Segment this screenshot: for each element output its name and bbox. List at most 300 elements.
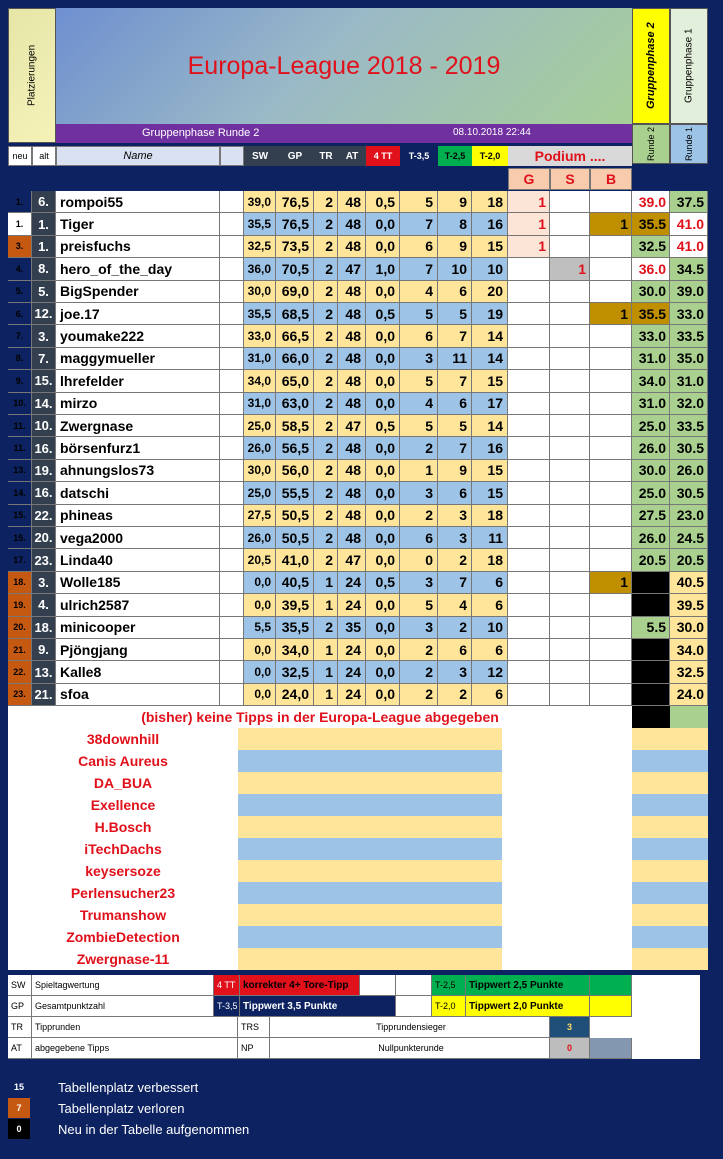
podium-s <box>550 460 590 482</box>
cell-gp: 69,0 <box>276 281 314 303</box>
podium-s <box>550 303 590 325</box>
cell-tt4: 0,0 <box>366 505 400 527</box>
cell-tr: 2 <box>314 549 338 571</box>
row-spacer <box>220 639 244 661</box>
cell-t35: 5 <box>400 415 438 437</box>
col-t20: T-2,0 <box>472 146 508 166</box>
podium-g <box>508 437 550 459</box>
cell-t20: 15 <box>472 236 508 258</box>
round1-score: 37.5 <box>670 191 708 213</box>
no-tips-player: Trumanshow <box>8 904 238 926</box>
rank-old: 21. <box>32 684 56 706</box>
cell-tr: 2 <box>314 258 338 280</box>
cell-t20: 16 <box>472 437 508 459</box>
podium-s <box>550 684 590 706</box>
cell-t20: 6 <box>472 684 508 706</box>
legend-tr-desc: Tipprunden <box>32 1017 238 1038</box>
cell-at: 47 <box>338 415 366 437</box>
col-at: AT <box>338 146 366 166</box>
legend-at: AT <box>8 1038 32 1059</box>
podium-s <box>550 437 590 459</box>
no-tips-player: DA_BUA <box>8 772 238 794</box>
spacer-left <box>8 168 508 190</box>
cell-t35: 4 <box>400 393 438 415</box>
cell-t25: 7 <box>438 370 472 392</box>
rank-old: 1. <box>32 236 56 258</box>
no-tips-blank <box>502 904 632 926</box>
no-tips-r2 <box>632 882 670 904</box>
col-podium: Podium .... <box>508 146 632 166</box>
cell-sw: 0,0 <box>244 639 276 661</box>
table-row <box>8 527 708 549</box>
table-row <box>8 325 708 347</box>
cell-tt4: 0,0 <box>366 236 400 258</box>
cell-tt4: 0,5 <box>366 303 400 325</box>
rank-new: 13. <box>8 460 32 482</box>
cell-t25: 7 <box>438 437 472 459</box>
round1-score: 41.0 <box>670 236 708 258</box>
player-name: Kalle8 <box>56 661 220 683</box>
cell-at: 24 <box>338 639 366 661</box>
round1-score: 32.0 <box>670 393 708 415</box>
cell-t35: 3 <box>400 617 438 639</box>
round1-score: 26.0 <box>670 460 708 482</box>
cell-t25: 2 <box>438 684 472 706</box>
player-name: preisfuchs <box>56 236 220 258</box>
round2-score: 30.0 <box>632 281 670 303</box>
table-row <box>8 370 708 392</box>
footer-lost-swatch: 7 <box>8 1098 30 1118</box>
cell-t20: 17 <box>472 393 508 415</box>
round1-score: 34.0 <box>670 639 708 661</box>
player-name: Pjöngjang <box>56 639 220 661</box>
cell-at: 48 <box>338 437 366 459</box>
row-spacer <box>220 684 244 706</box>
cell-tr: 2 <box>314 617 338 639</box>
cell-t20: 18 <box>472 549 508 571</box>
podium-g <box>508 572 550 594</box>
round2-score: 35.5 <box>632 303 670 325</box>
podium-b <box>590 258 632 280</box>
rank-new: 14. <box>8 482 32 504</box>
podium-g <box>508 505 550 527</box>
podium-b <box>590 684 632 706</box>
cell-at: 24 <box>338 594 366 616</box>
player-name: ahnungslos73 <box>56 460 220 482</box>
cell-t35: 5 <box>400 594 438 616</box>
podium-s <box>550 370 590 392</box>
cell-tr: 2 <box>314 527 338 549</box>
cell-tr: 2 <box>314 348 338 370</box>
player-name: rompoi55 <box>56 191 220 213</box>
cell-tt4: 0,0 <box>366 281 400 303</box>
podium-b <box>590 191 632 213</box>
rank-old: 12. <box>32 303 56 325</box>
podium-s <box>550 482 590 504</box>
podium-g <box>508 661 550 683</box>
cell-sw: 39,0 <box>244 191 276 213</box>
cell-tr: 2 <box>314 393 338 415</box>
cell-tr: 1 <box>314 684 338 706</box>
no-tips-r1 <box>670 948 708 970</box>
no-tips-blank <box>502 860 632 882</box>
cell-gp: 56,5 <box>276 437 314 459</box>
no-tips-stripe <box>238 728 502 750</box>
no-tips-list <box>8 728 700 968</box>
cell-t35: 1 <box>400 460 438 482</box>
cell-sw: 35,5 <box>244 213 276 235</box>
podium-g <box>508 527 550 549</box>
legend-t20-desc: Tippwert 2,0 Punkte <box>466 996 590 1017</box>
cell-t25: 2 <box>438 549 472 571</box>
rank-old: 23. <box>32 549 56 571</box>
cell-tt4: 0,0 <box>366 393 400 415</box>
round2-score: 36.0 <box>632 258 670 280</box>
round2-score <box>632 684 670 706</box>
round1-score: 39.0 <box>670 281 708 303</box>
cell-sw: 20,5 <box>244 549 276 571</box>
round1-score: 24.0 <box>670 684 708 706</box>
podium-b <box>590 527 632 549</box>
legend-at-desc: abgegebene Tipps <box>32 1038 238 1059</box>
player-name: datschi <box>56 482 220 504</box>
cell-tt4: 0,0 <box>366 460 400 482</box>
cell-t25: 10 <box>438 258 472 280</box>
cell-t20: 18 <box>472 191 508 213</box>
legend-4tt: 4 TT <box>214 975 240 996</box>
round2-score: 25.0 <box>632 482 670 504</box>
podium-b <box>590 617 632 639</box>
no-tips-blank <box>502 926 632 948</box>
table-row <box>8 415 708 437</box>
legend <box>8 975 700 1059</box>
podium-b <box>590 236 632 258</box>
player-name: ulrich2587 <box>56 594 220 616</box>
phase-current-label: Gruppenphase 2 <box>632 8 670 124</box>
table-row <box>8 482 708 504</box>
row-spacer <box>220 617 244 639</box>
no-tips-player: Zwergnase-11 <box>8 948 238 970</box>
rank-old: 1. <box>32 213 56 235</box>
podium-s <box>550 505 590 527</box>
cell-at: 48 <box>338 281 366 303</box>
rank-old: 7. <box>32 348 56 370</box>
no-tips-r1 <box>670 728 708 750</box>
cell-t25: 6 <box>438 393 472 415</box>
no-tips-stripe <box>238 794 502 816</box>
podium-g <box>508 325 550 347</box>
cell-at: 24 <box>338 572 366 594</box>
podium-b <box>590 370 632 392</box>
footer-new-text: Neu in der Tabelle aufgenommen <box>58 1122 250 1137</box>
round2-score: 39.0 <box>632 191 670 213</box>
podium-b <box>590 415 632 437</box>
table-row <box>8 191 708 213</box>
cell-t25: 3 <box>438 527 472 549</box>
cell-gp: 40,5 <box>276 572 314 594</box>
podium-s <box>550 213 590 235</box>
cell-gp: 70,5 <box>276 258 314 280</box>
podium-g <box>508 549 550 571</box>
player-name: lhrefelder <box>56 370 220 392</box>
player-name: youmake222 <box>56 325 220 347</box>
cell-sw: 26,0 <box>244 527 276 549</box>
cell-t25: 5 <box>438 303 472 325</box>
cell-t25: 3 <box>438 661 472 683</box>
cell-gp: 35,5 <box>276 617 314 639</box>
row-spacer <box>220 393 244 415</box>
podium-s <box>550 191 590 213</box>
cell-t20: 14 <box>472 348 508 370</box>
player-name: börsenfurz1 <box>56 437 220 459</box>
no-tips-player: keysersoze <box>8 860 238 882</box>
rank-old: 18. <box>32 617 56 639</box>
rank-new: 19. <box>8 594 32 616</box>
cell-sw: 26,0 <box>244 437 276 459</box>
cell-t20: 14 <box>472 325 508 347</box>
podium-s <box>550 393 590 415</box>
legend-blank3 <box>396 996 432 1017</box>
row-spacer <box>220 527 244 549</box>
cell-gp: 32,5 <box>276 661 314 683</box>
cell-t25: 9 <box>438 460 472 482</box>
cell-t35: 6 <box>400 236 438 258</box>
rank-old: 22. <box>32 505 56 527</box>
cell-t25: 4 <box>438 594 472 616</box>
cell-tr: 2 <box>314 191 338 213</box>
cell-sw: 31,0 <box>244 348 276 370</box>
no-tips-r1 <box>670 772 708 794</box>
cell-at: 48 <box>338 303 366 325</box>
round1-score: 34.5 <box>670 258 708 280</box>
cell-t35: 3 <box>400 572 438 594</box>
cell-sw: 25,0 <box>244 415 276 437</box>
subtitle-bar <box>56 124 632 143</box>
cell-gp: 76,5 <box>276 213 314 235</box>
cell-tr: 2 <box>314 281 338 303</box>
rank-new: 3. <box>8 236 32 258</box>
cell-gp: 66,5 <box>276 325 314 347</box>
rank-new: 6. <box>8 303 32 325</box>
rank-old: 13. <box>32 661 56 683</box>
no-tips-r2 <box>632 816 670 838</box>
row-spacer <box>220 460 244 482</box>
cell-t25: 9 <box>438 191 472 213</box>
cell-t25: 2 <box>438 617 472 639</box>
round2-score: 32.5 <box>632 236 670 258</box>
cell-gp: 55,5 <box>276 482 314 504</box>
cell-tt4: 0,0 <box>366 482 400 504</box>
no-tips-black <box>632 706 670 728</box>
legend-4tt-desc: korrekter 4+ Tore-Tipp <box>240 975 360 996</box>
rank-new: 17. <box>8 549 32 571</box>
cell-sw: 32,5 <box>244 236 276 258</box>
round2-score: 30.0 <box>632 460 670 482</box>
cell-t20: 12 <box>472 661 508 683</box>
legend-trs-desc: Tipprundensieger <box>270 1017 550 1038</box>
round2-score: 26.0 <box>632 437 670 459</box>
cell-t20: 15 <box>472 482 508 504</box>
table-row <box>8 572 708 594</box>
row-spacer <box>220 594 244 616</box>
cell-sw: 0,0 <box>244 594 276 616</box>
cell-at: 24 <box>338 661 366 683</box>
cell-t35: 5 <box>400 191 438 213</box>
podium-b: 1 <box>590 213 632 235</box>
rank-old: 8. <box>32 258 56 280</box>
podium-s <box>550 639 590 661</box>
footer-lost-text: Tabellenplatz verloren <box>58 1101 185 1116</box>
podium-g <box>508 684 550 706</box>
cell-t25: 3 <box>438 505 472 527</box>
col-4tt: 4 TT <box>366 146 400 166</box>
podium-s <box>550 348 590 370</box>
rank-new: 20. <box>8 617 32 639</box>
no-tips-r2 <box>632 794 670 816</box>
table-row <box>8 684 708 706</box>
round1-score: 31.0 <box>670 370 708 392</box>
podium-s <box>550 661 590 683</box>
round1-score: 41.0 <box>670 213 708 235</box>
no-tips-blank <box>502 772 632 794</box>
legend-sw: SW <box>8 975 32 996</box>
no-tips-stripe <box>238 882 502 904</box>
cell-t20: 18 <box>472 505 508 527</box>
round2-label: Runde 2 <box>632 124 670 164</box>
cell-tr: 2 <box>314 505 338 527</box>
row-spacer <box>220 437 244 459</box>
cell-t25: 7 <box>438 572 472 594</box>
row-spacer <box>220 348 244 370</box>
cell-tt4: 0,0 <box>366 348 400 370</box>
player-name: joe.17 <box>56 303 220 325</box>
no-tips-player: H.Bosch <box>8 816 238 838</box>
legend-blank2 <box>396 975 432 996</box>
no-tips-player: ZombieDetection <box>8 926 238 948</box>
round1-score: 33.0 <box>670 303 708 325</box>
no-tips-player: Exellence <box>8 794 238 816</box>
legend-trs: TRS <box>238 1017 270 1038</box>
row-spacer <box>220 370 244 392</box>
podium-s <box>550 594 590 616</box>
cell-t25: 9 <box>438 236 472 258</box>
table-row <box>8 258 708 280</box>
col-neu: neu <box>8 146 32 166</box>
podium-b <box>590 325 632 347</box>
cell-at: 48 <box>338 236 366 258</box>
rank-old: 20. <box>32 527 56 549</box>
cell-sw: 5,5 <box>244 617 276 639</box>
no-tips-blank <box>502 728 632 750</box>
podium-g <box>508 348 550 370</box>
cell-t20: 15 <box>472 460 508 482</box>
no-tips-blank <box>502 882 632 904</box>
round2-score: 35.5 <box>632 213 670 235</box>
row-spacer <box>220 191 244 213</box>
podium-s <box>550 415 590 437</box>
no-tips-player: Perlensucher23 <box>8 882 238 904</box>
legend-t25-desc: Tippwert 2,5 Punkte <box>466 975 590 996</box>
legend-np: NP <box>238 1038 270 1059</box>
col-sw: SW <box>244 146 276 166</box>
cell-t35: 2 <box>400 437 438 459</box>
col-bronze: B <box>590 168 632 190</box>
cell-tt4: 0,0 <box>366 684 400 706</box>
round1-score: 30.0 <box>670 617 708 639</box>
cell-gp: 66,0 <box>276 348 314 370</box>
rank-old: 6. <box>32 191 56 213</box>
cell-tt4: 1,0 <box>366 258 400 280</box>
rank-new: 4. <box>8 258 32 280</box>
podium-s <box>550 549 590 571</box>
rank-old: 5. <box>32 281 56 303</box>
round1-score: 32.5 <box>670 661 708 683</box>
cell-sw: 25,0 <box>244 482 276 504</box>
legend-np-desc: Nullpunkterunde <box>270 1038 550 1059</box>
col-gold: G <box>508 168 550 190</box>
no-tips-r1 <box>670 838 708 860</box>
rank-new: 18. <box>8 572 32 594</box>
no-tips-r2 <box>632 772 670 794</box>
no-tips-r1 <box>670 904 708 926</box>
no-tips-r1 <box>670 860 708 882</box>
cell-tt4: 0,0 <box>366 661 400 683</box>
round2-score: 33.0 <box>632 325 670 347</box>
rank-new: 5. <box>8 281 32 303</box>
podium-g <box>508 370 550 392</box>
col-t25: T-2,5 <box>438 146 472 166</box>
legend-trs-val: 3 <box>550 1017 590 1038</box>
cell-t20: 20 <box>472 281 508 303</box>
cell-at: 48 <box>338 482 366 504</box>
footer-improved-text: Tabellenplatz verbessert <box>58 1080 199 1095</box>
cell-t35: 2 <box>400 505 438 527</box>
cell-t25: 8 <box>438 213 472 235</box>
row-spacer <box>220 505 244 527</box>
rank-new: 9. <box>8 370 32 392</box>
round2-score <box>632 594 670 616</box>
cell-t35: 5 <box>400 303 438 325</box>
cell-t35: 7 <box>400 213 438 235</box>
cell-t35: 0 <box>400 549 438 571</box>
cell-t20: 19 <box>472 303 508 325</box>
cell-tr: 2 <box>314 415 338 437</box>
podium-g <box>508 415 550 437</box>
table-row <box>8 213 708 235</box>
legend-blank1 <box>360 975 396 996</box>
round2-score: 27.5 <box>632 505 670 527</box>
cell-tt4: 0,0 <box>366 437 400 459</box>
cell-tr: 2 <box>314 370 338 392</box>
row-spacer <box>220 325 244 347</box>
player-name: vega2000 <box>56 527 220 549</box>
podium-b <box>590 661 632 683</box>
podium-b <box>590 639 632 661</box>
round1-score: 39.5 <box>670 594 708 616</box>
cell-t35: 2 <box>400 639 438 661</box>
round2-score <box>632 639 670 661</box>
cell-t20: 6 <box>472 572 508 594</box>
table-row <box>8 594 708 616</box>
table-row <box>8 393 708 415</box>
cell-t25: 5 <box>438 415 472 437</box>
rank-new: 15. <box>8 505 32 527</box>
table-row <box>8 639 708 661</box>
cell-tr: 2 <box>314 303 338 325</box>
rank-new: 10. <box>8 393 32 415</box>
player-name: phineas <box>56 505 220 527</box>
cell-tt4: 0,0 <box>366 549 400 571</box>
